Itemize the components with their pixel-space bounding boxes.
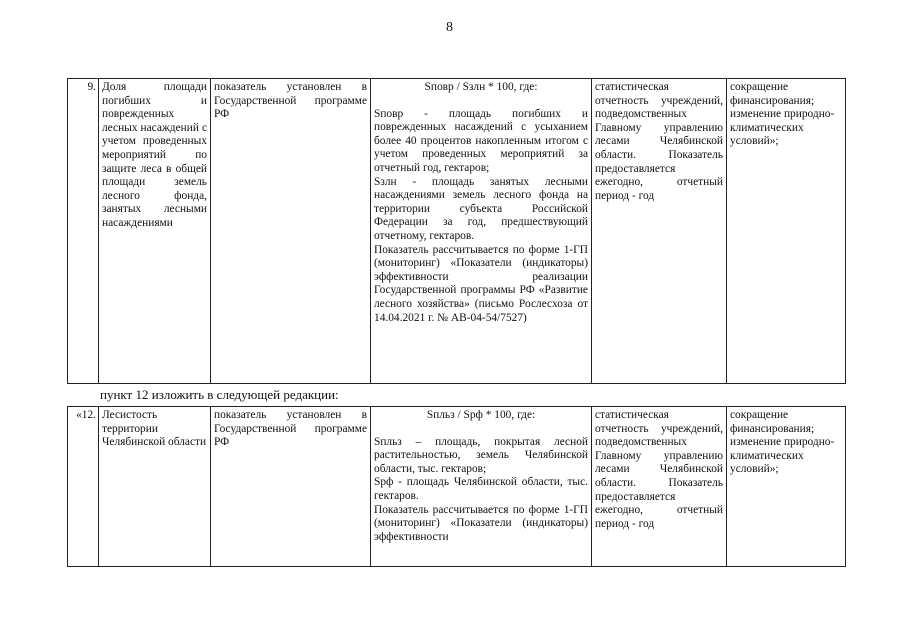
calculation-note: Показатель рассчитывается по форме 1-ГП (мониторинг) «Показатели (индикаторы) эффективности реализации Государственной программы РФ «Развитие лесного хозяйства» (письмо Рослесхоза от 14.04.2021 г. № АВ-04-54/7527) [374, 243, 588, 324]
risk-factors: сокращение финансирования; изменение природно-климатических условий»; [727, 407, 846, 567]
definition-2: Sзлн - площадь занятых лесными насаждениями земель лесного фонда на территории субъекта Российской Федерации за год, предшествующий отчетному, гектаров. [374, 175, 588, 242]
definition-1: Sповр - площадь погибших и поврежденных насаждений с усыханием более 40 процентов накопленным итогом с учетом проведенных мероприятий за отчетный год, гектаров; [374, 107, 588, 174]
indicator-source: показатель установлен в Государственной программе РФ [211, 79, 371, 384]
definition-1: Sпльз – площадь, покрытая лесной растительностью, земель Челябинской области, тыс. гектаров; [374, 435, 588, 475]
formula: Sповр / Sзлн * 100, где: [424, 81, 538, 93]
indicator-name: Доля площади погибших и поврежденных лесных насаждений с учетом проведенных мероприятий по защите леса в общей площади земель лесного фонда, занятых лесными насаждениями [99, 79, 211, 384]
calculation-method [371, 407, 592, 567]
risk-factors: сокращение финансирования; изменение природно-климатических условий»; [727, 79, 846, 384]
row-number: «12. [68, 407, 99, 567]
indicator-table-row-12 [67, 406, 846, 567]
section-note: пункт 12 изложить в следующей редакции: [100, 387, 339, 402]
data-source: статистическая отчетность учреждений, подведомственных Главному управлению лесами Челябинской области. Показатель предоставляется ежегодно, отчетный период - год [592, 407, 727, 567]
calculation-note: Показатель рассчитывается по форме 1-ГП (мониторинг) «Показатели (индикаторы) эффективности [374, 503, 588, 543]
row-number: 9. [68, 79, 99, 384]
indicator-table-row-9 [67, 78, 846, 384]
page-number: 8 [446, 20, 453, 35]
data-source: статистическая отчетность учреждений, подведомственных Главному управлению лесами Челябинской области. Показатель предоставляется ежегодно, отчетный период - год [592, 79, 727, 384]
formula: Sпльз / Sрф * 100, где: [426, 409, 536, 421]
definition-2: Sрф - площадь Челябинской области, тыс. гектаров. [374, 476, 588, 502]
calculation-method [371, 79, 592, 384]
indicator-source: показатель установлен в Государственной программе РФ [211, 407, 371, 567]
table-row [68, 407, 846, 567]
table-row [68, 79, 846, 384]
indicator-name: Лесистость территории Челябинской области [99, 407, 211, 567]
